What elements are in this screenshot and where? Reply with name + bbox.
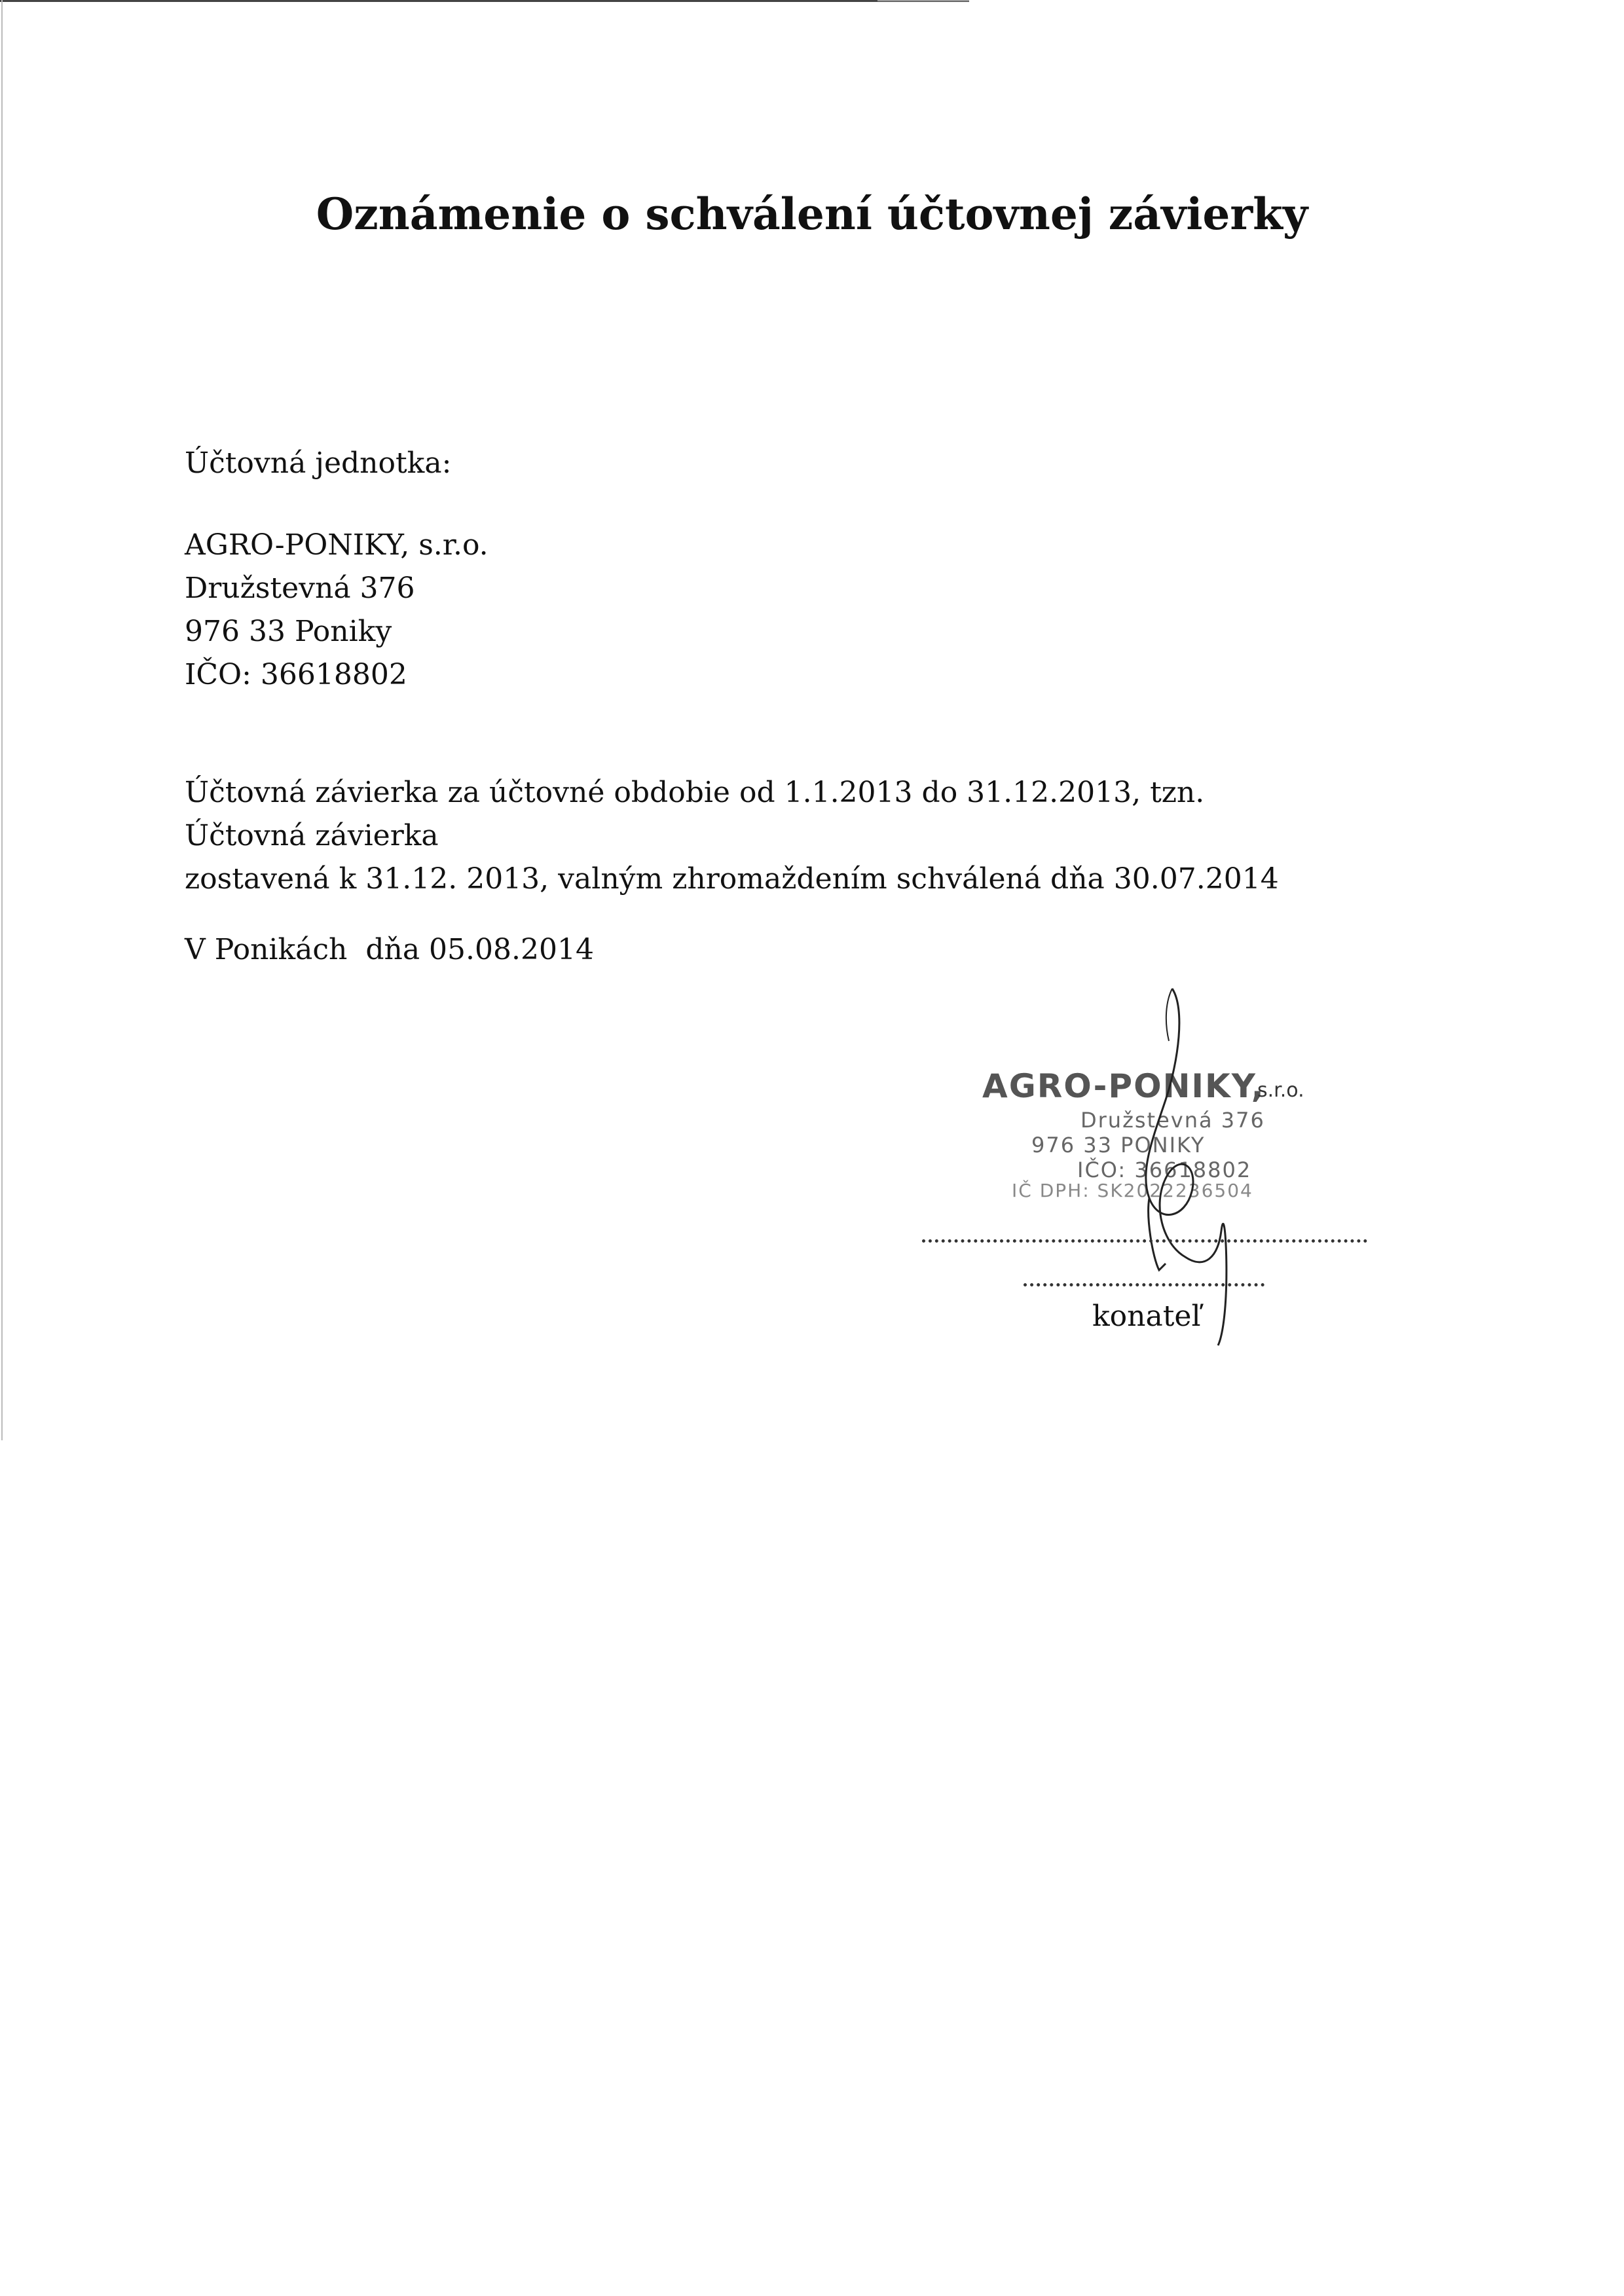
statement-paragraph xyxy=(185,771,1324,901)
signatory-line-dots xyxy=(1024,1283,1264,1286)
entity-label: Účtovná jednotka: xyxy=(185,446,452,480)
handwritten-signature xyxy=(1087,982,1257,1349)
ico: IČO: 36618802 xyxy=(185,658,407,691)
document-title: Oznámenie o schválení účtovnej závierky xyxy=(316,189,1308,240)
statement-line-2: zostavená k 31.12. 2013, valným zhromaždením schválená dňa 30.07.2014 xyxy=(185,862,1279,896)
company-name: AGRO-PONIKY, s.r.o. xyxy=(185,528,489,562)
place-and-date: V Ponikách dňa 05.08.2014 xyxy=(185,933,594,966)
stamp-vat: IČ DPH: SK2022236504 xyxy=(1012,1180,1253,1201)
signature-line-dots xyxy=(922,1239,1367,1243)
stamp-city: 976 33 PONIKY xyxy=(1031,1133,1206,1157)
statement-line-1: Účtovná závierka za účtovné obdobie od 1.1.2013 do 31.12.2013, tzn. Účtovná závierka xyxy=(185,776,1205,852)
stamp-street: Družstevná 376 xyxy=(1080,1108,1265,1133)
signatory-role: konateľ xyxy=(1092,1300,1201,1333)
scan-edge-top-segment xyxy=(877,0,969,1)
stamp-suffix: s.r.o. xyxy=(1257,1079,1304,1102)
entity-address xyxy=(185,524,489,697)
scan-edge-top xyxy=(0,0,969,2)
street: Družstevná 376 xyxy=(185,572,415,605)
stamp-company: AGRO-PONIKY, xyxy=(982,1067,1265,1105)
city: 976 33 Poniky xyxy=(185,615,392,648)
stamp-ico: IČO: 36618802 xyxy=(1077,1157,1252,1182)
